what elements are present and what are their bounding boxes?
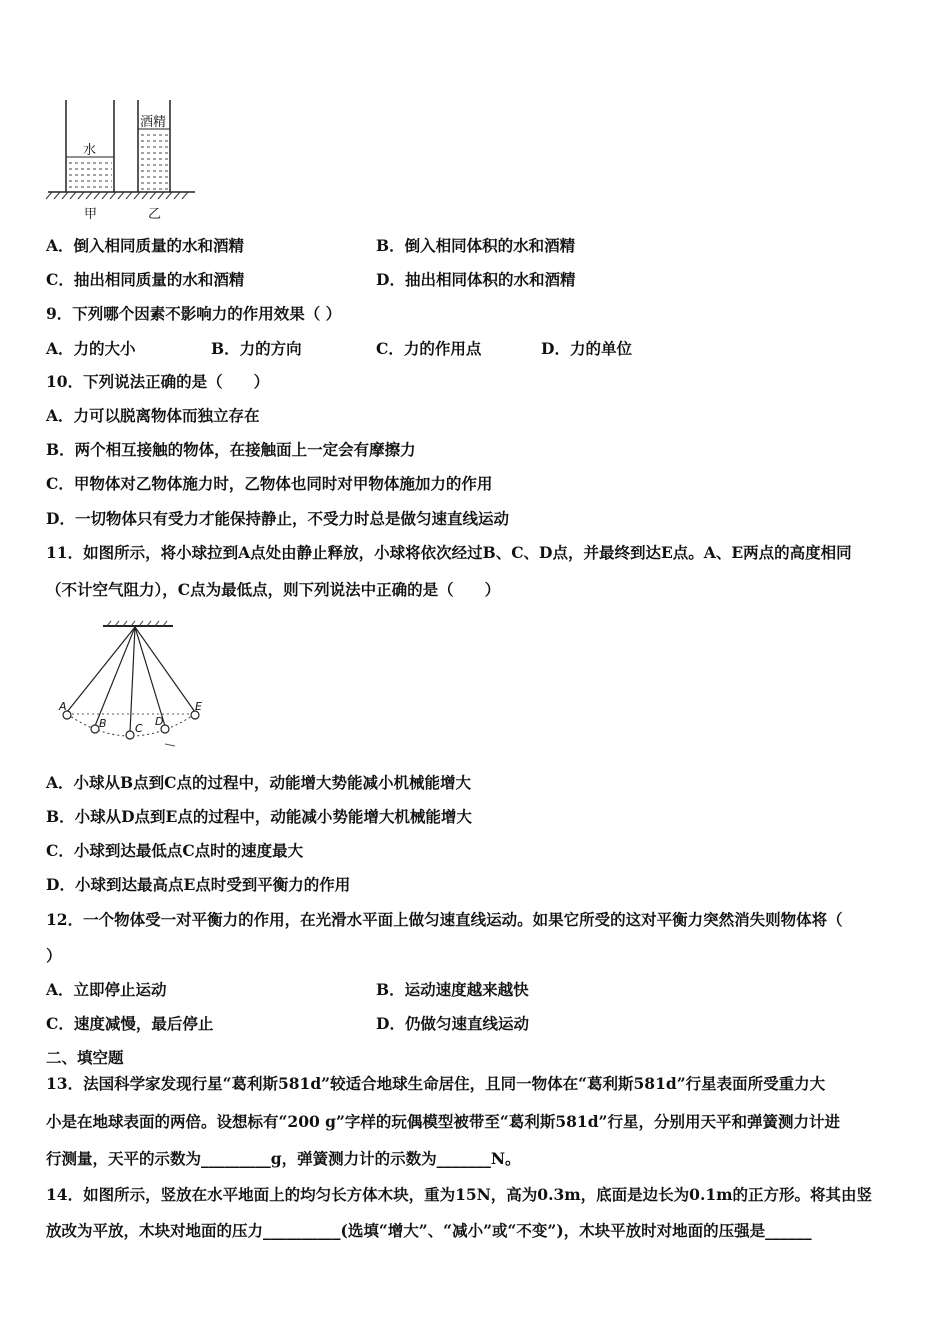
label-c: C — [135, 722, 143, 735]
q12-stem-line1: 12．一个物体受一对平衡力的作用，在光滑水平面上做匀速直线运动。如果它所受的这对平衡力突然消失则物体将（ — [46, 910, 843, 929]
label-left: 甲 — [84, 207, 98, 222]
label-alcohol: 酒精 — [140, 115, 167, 130]
q12-option-a: A．立即停止运动 — [46, 980, 167, 999]
q11-option-d: D．小球到达最高点E点时受到平衡力的作用 — [46, 875, 351, 894]
q9-stem: 9．下列哪个因素不影响力的作用效果（ ） — [46, 304, 342, 323]
q11-option-c: C．小球到达最低点C点时的速度最大 — [46, 841, 304, 860]
q8-option-c: C．抽出相同质量的水和酒精 — [46, 270, 245, 289]
label-e: E — [195, 700, 202, 713]
label-d: D — [155, 715, 164, 728]
label-a: A — [59, 700, 67, 713]
q9-option-d: D．力的单位 — [541, 339, 632, 358]
q10-option-b: B．两个相互接触的物体，在接触面上一定会有摩擦力 — [46, 440, 416, 459]
beakers-diagram — [40, 95, 210, 225]
section-title: 二、填空题 — [46, 1048, 124, 1067]
q11-stem-line1: 11．如图所示，将小球拉到A点处由静止释放，小球将依次经过B、C、D点，并最终到达E点。A、E两点的高度相同 — [46, 543, 852, 562]
q11-stem-line2: （不计空气阻力），C点为最低点，则下列说法中正确的是（ ） — [46, 580, 501, 599]
q9-option-b: B．力的方向 — [211, 339, 302, 358]
q9-option-a: A．力的大小 — [46, 339, 136, 358]
label-right: 乙 — [148, 207, 162, 222]
q8-option-b: B．倒入相同体积的水和酒精 — [376, 236, 576, 255]
label-b: B — [99, 717, 107, 730]
q14-line2: 放改为平放，木块对地面的压力__________(选填“增大”、“减小”或“不变”)，木块平放时对地面的压强是______ — [46, 1221, 812, 1240]
q13-line1: 13．法国科学家发现行星“葛利斯581d”较适合地球生命居住，且同一物体在“葛利斯581d”行星表面所受重力大 — [46, 1074, 826, 1093]
q12-option-b: B．运动速度越来越快 — [376, 980, 529, 999]
q12-option-d: D．仍做匀速直线运动 — [376, 1014, 529, 1033]
q10-stem: 10．下列说法正确的是（ ） — [46, 372, 270, 391]
pendulum-figure — [55, 618, 215, 753]
q13-line3: 行测量，天平的示数为_________g，弹簧测力计的示数为_______N。 — [46, 1149, 521, 1168]
q10-option-d: D．一切物体只有受力才能保持静止，不受力时总是做匀速直线运动 — [46, 509, 509, 528]
q14-line1: 14．如图所示，竖放在水平地面上的均匀长方体木块，重为15N，高为0.3m，底面是边长为0.1m的正方形。将其由竖 — [46, 1185, 873, 1204]
q12-option-c: C．速度减慢，最后停止 — [46, 1014, 214, 1033]
q10-option-a: A．力可以脱离物体而独立存在 — [46, 406, 260, 425]
label-water: 水 — [83, 143, 97, 158]
q13-line2: 小是在地球表面的两倍。设想标有“200 g”字样的玩偶模型被带至“葛利斯581d”行星，分别用天平和弹簧测力计进 — [46, 1112, 840, 1131]
q8-option-a: A．倒入相同质量的水和酒精 — [46, 236, 245, 255]
q11-option-b: B．小球从D点到E点的过程中，动能减小势能增大机械能增大 — [46, 807, 472, 826]
q11-option-a: A．小球从B点到C点的过程中，动能增大势能减小机械能增大 — [46, 773, 471, 792]
q12-stem-line2: ） — [46, 946, 62, 965]
q8-option-d: D．抽出相同体积的水和酒精 — [376, 270, 576, 289]
beakers-figure — [40, 95, 210, 225]
q9-option-c: C．力的作用点 — [376, 339, 482, 358]
q10-option-c: C．甲物体对乙物体施力时，乙物体也同时对甲物体施加力的作用 — [46, 474, 493, 493]
